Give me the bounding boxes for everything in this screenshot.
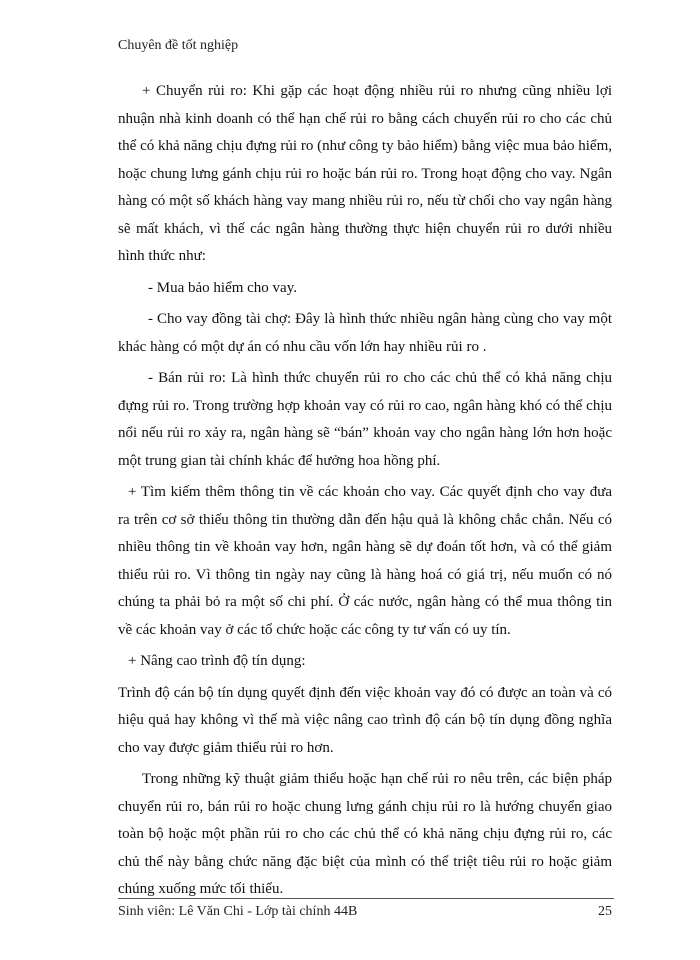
list-item-ban-rui-ro: - Bán rủi ro: Là hình thức chuyển rủi ro cho các chủ thể có khả năng chịu đựng rủi ro. Trong trường hợp khoản vay có rủi ro cao, ngân hàng khó có thể chịu nổi nếu rủi ro xảy ra, ngân hàng sẽ “bán” khoản vay cho ngân hàng lớn hơn hoặc một trung gian tài chính khác để hưởng hoa hồng phí. [118,370,612,469]
paragraph-ket-luan: Trong những kỹ thuật giảm thiểu hoặc hạn chế rủi ro nêu trên, các biện pháp chuyển rủi ro, bán rủi ro hoặc chung lưng gánh chịu rủi ro là hướng chuyển giao toàn bộ hoặc một phần rủi ro cho các chủ thể có khả năng chịu đựng rủi ro, các chủ thể này bằng chức năng đặc biệt của mình có thể triệt tiêu rủi ro hoặc giảm chúng xuống mức tối thiểu. [118,771,612,897]
paragraph-chuyen-rui-ro: + Chuyển rủi ro: Khi gặp các hoạt động nhiều rủi ro nhưng cũng nhiều lợi nhuận nhà kinh doanh có thể hạn chế rủi ro bằng cách chuyển rủi ro cho các chủ thể có khả năng chịu đựng rủi ro (như công ty bảo hiểm) bằng việc mua bảo hiểm, hoặc chung lưng gánh chịu rủi ro hoặc bán rủi ro. Trong hoạt động cho vay. Ngân hàng có một số khách hàng vay mang nhiều rủi ro, nếu từ chối cho vay ngân hàng sẽ mất khách, vì thế các ngân hàng thường thực hiện chuyển rủi ro dưới nhiều hình thức như: [118,83,612,264]
paragraph-nang-cao-trinh-do: Trình độ cán bộ tín dụng quyết định đến việc khoản vay đó có được an toàn và có hiệu quả hay không vì thế mà việc nâng cao trình độ cán bộ tín dụng đồng nghĩa cho vay được giảm thiểu rủi ro hơn. [118,684,612,756]
list-item-cho-vay-dong-tai-tro: - Cho vay đồng tài chợ: Đây là hình thức nhiều ngân hàng cùng cho vay một khác hàng có một dự án có nhu cầu vốn lớn hay nhiều rủi ro . [118,311,612,355]
page-number: 25 [598,904,612,919]
document-body [118,78,612,908]
footer-student-info: Sinh viên: Lê Văn Chi - Lớp tài chính 44B [118,904,358,919]
list-item-mua-bao-hiem: - Mua bảo hiểm cho vay. [148,279,297,296]
paragraph-tim-kiem-thong-tin: + Tìm kiếm thêm thông tin về các khoản cho vay. Các quyết định cho vay đưa ra trên cơ sở thiếu thông tin thường dẫn đến hậu quả là không chắc chắn. Nếu có nhiều thông tin về khoản vay hơn, ngân hàng sẽ dự đoán tốt hơn, và có thể giảm thiểu rủi ro. Vì thông tin ngày nay cũng là hàng hoá có giá trị, nếu muốn có nó chúng ta phải bỏ ra một số chi phí. Ở các nước, ngân hàng có thể mua thông tin về các khoản vay ở các tổ chức hoặc các công ty tư vấn có uy tín. [118,484,612,638]
paragraph-nang-cao-trinh-do-heading: + Nâng cao trình độ tín dụng: [128,653,306,669]
page-header: Chuyên đề tốt nghiệp [118,38,239,53]
footer-divider [118,898,614,899]
